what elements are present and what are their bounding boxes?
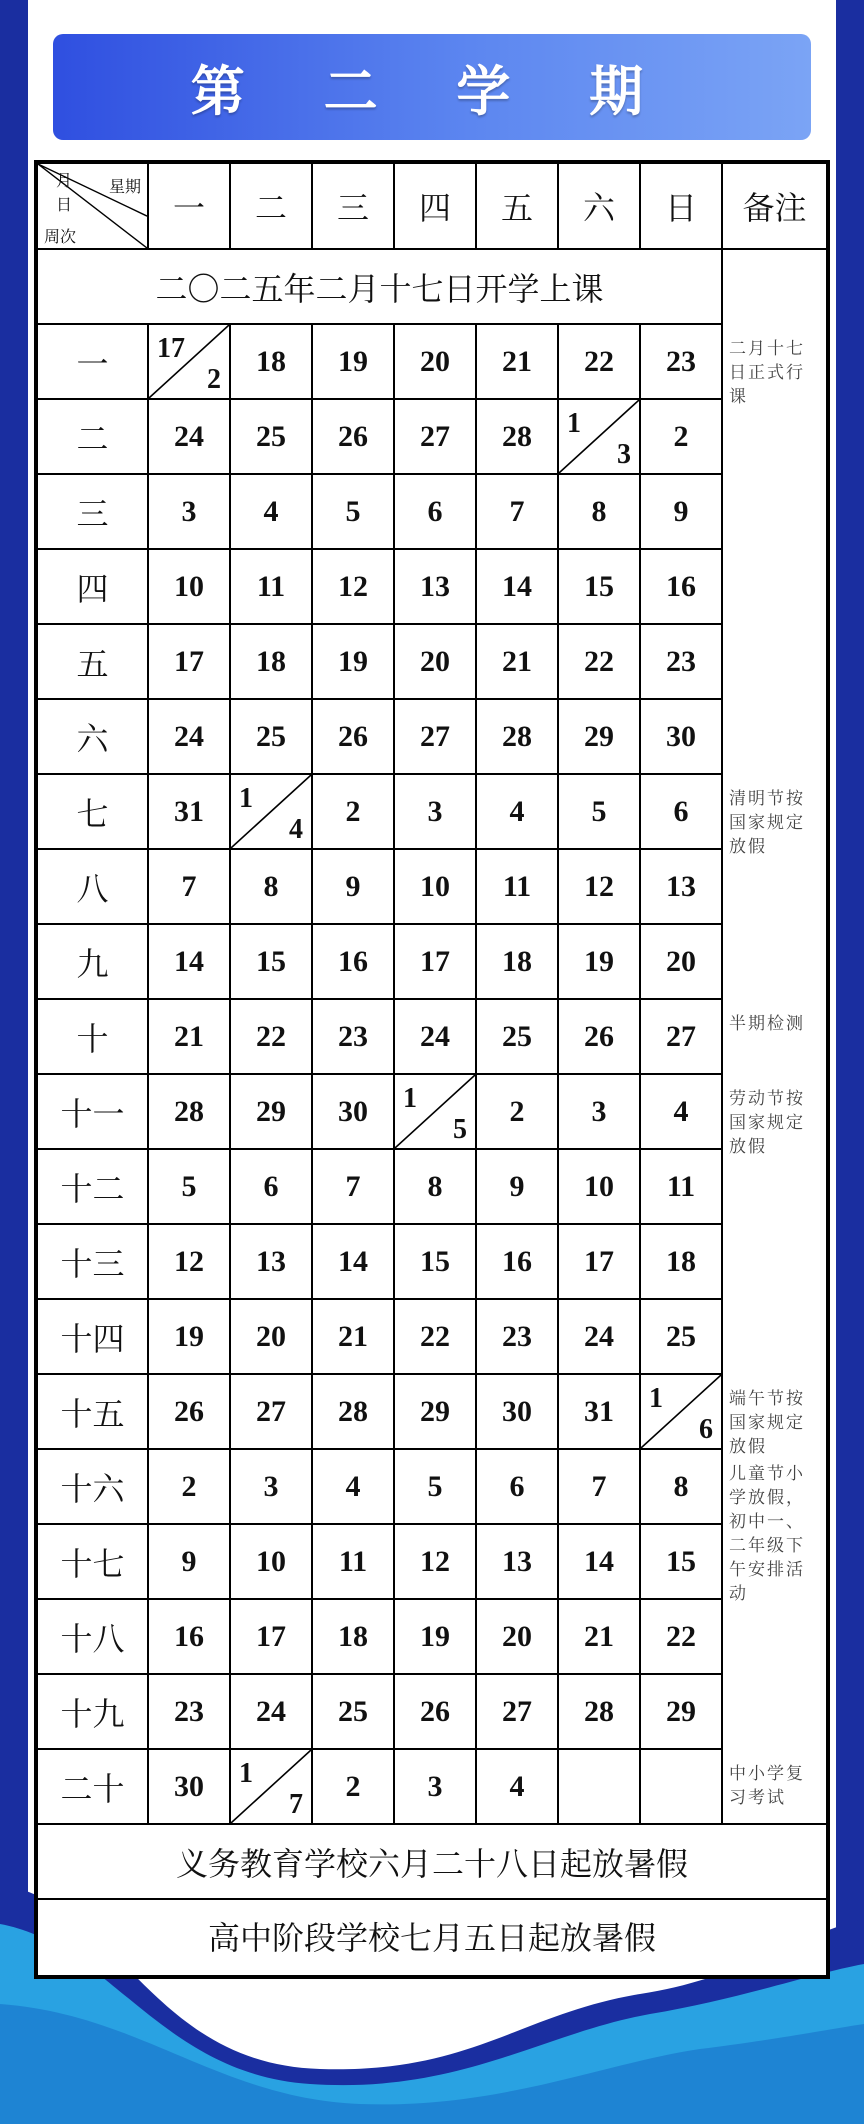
calendar-table — [34, 160, 830, 1979]
month-number: 3 — [617, 439, 631, 470]
day-cell: 11 — [313, 1525, 395, 1600]
week-label: 十六 — [38, 1450, 149, 1525]
week-note — [723, 850, 826, 925]
week-label: 十一 — [38, 1075, 149, 1150]
week-label: 十八 — [38, 1600, 149, 1675]
day-cell: 24 — [559, 1300, 641, 1375]
week-note: 儿童节小学放假，初中一、二年级下午安排活动 — [729, 1464, 805, 1604]
month-number: 2 — [207, 364, 221, 395]
week-label: 四 — [38, 550, 149, 625]
week-label: 十 — [38, 1000, 149, 1075]
day-cell: 6 — [477, 1450, 559, 1525]
day-cell-month-start — [149, 325, 231, 400]
day-cell: 17 — [149, 625, 231, 700]
day-cell: 16 — [641, 550, 723, 625]
day-cell: 3 — [149, 475, 231, 550]
day-cell: 30 — [477, 1375, 559, 1450]
day-cell: 24 — [149, 700, 231, 775]
day-cell: 3 — [231, 1450, 313, 1525]
day-cell: 7 — [313, 1150, 395, 1225]
day-cell: 15 — [641, 1525, 723, 1600]
week-label: 二 — [38, 400, 149, 475]
day-cell: 21 — [559, 1600, 641, 1675]
week-label: 一 — [38, 325, 149, 400]
notes-blank — [723, 250, 826, 325]
week-note — [723, 1675, 826, 1750]
day-cell: 6 — [231, 1150, 313, 1225]
day-cell: 27 — [395, 700, 477, 775]
day-cell: 14 — [477, 550, 559, 625]
day-cell: 9 — [477, 1150, 559, 1225]
day-cell: 2 — [313, 775, 395, 850]
footer-high-school: 高中阶段学校七月五日起放暑假 — [207, 1919, 656, 1957]
day-cell: 12 — [313, 550, 395, 625]
day-cell: 12 — [395, 1525, 477, 1600]
day-cell: 10 — [149, 550, 231, 625]
week-note: 端午节按国家规定放假 — [729, 1389, 805, 1457]
day-cell: 13 — [641, 850, 723, 925]
day-number: 1 — [567, 408, 581, 439]
day-cell: 22 — [231, 1000, 313, 1075]
day-cell: 25 — [231, 700, 313, 775]
week-note — [723, 625, 826, 700]
day-cell: 26 — [149, 1375, 231, 1450]
day-cell: 8 — [231, 850, 313, 925]
week-note — [723, 700, 826, 775]
week-note — [723, 1525, 826, 1600]
week-label: 七 — [38, 775, 149, 850]
start-banner: 二〇二五年二月十七日开学上课 — [38, 250, 723, 325]
day-cell: 13 — [395, 550, 477, 625]
day-cell: 12 — [559, 850, 641, 925]
day-cell: 27 — [641, 1000, 723, 1075]
corner-label-day: 日 — [56, 195, 73, 214]
day-cell: 21 — [477, 625, 559, 700]
day-cell: 12 — [149, 1225, 231, 1300]
day-cell: 8 — [641, 1450, 723, 1525]
day-cell: 18 — [477, 925, 559, 1000]
day-cell: 31 — [559, 1375, 641, 1450]
day-cell: 18 — [641, 1225, 723, 1300]
day-cell: 24 — [231, 1675, 313, 1750]
week-note — [723, 1600, 826, 1675]
day-cell: 22 — [559, 625, 641, 700]
week-label: 二十 — [38, 1750, 149, 1825]
day-cell: 26 — [313, 700, 395, 775]
day-cell: 16 — [477, 1225, 559, 1300]
day-cell: 23 — [641, 625, 723, 700]
day-cell: 29 — [395, 1375, 477, 1450]
day-cell: 23 — [149, 1675, 231, 1750]
day-cell: 2 — [313, 1750, 395, 1825]
day-cell — [641, 1750, 723, 1825]
day-cell: 23 — [477, 1300, 559, 1375]
day-cell: 24 — [395, 1000, 477, 1075]
day-cell: 9 — [149, 1525, 231, 1600]
day-cell: 13 — [477, 1525, 559, 1600]
day-cell: 25 — [641, 1300, 723, 1375]
week-note: 中小学复习考试 — [723, 1750, 826, 1825]
weekday-header: 日 — [641, 164, 723, 250]
day-cell: 25 — [477, 1000, 559, 1075]
week-note: 清明节按国家规定放假 — [729, 789, 805, 857]
day-cell: 18 — [313, 1600, 395, 1675]
day-cell: 6 — [395, 475, 477, 550]
day-cell: 26 — [395, 1675, 477, 1750]
day-cell: 28 — [313, 1375, 395, 1450]
day-cell: 2 — [641, 400, 723, 475]
footer-compulsory-education: 义务教育学校六月二十八日起放暑假 — [38, 1825, 826, 1900]
day-cell: 20 — [395, 625, 477, 700]
day-cell: 29 — [559, 700, 641, 775]
day-cell: 11 — [477, 850, 559, 925]
week-label: 十三 — [38, 1225, 149, 1300]
day-cell: 16 — [313, 925, 395, 1000]
day-number: 1 — [649, 1383, 663, 1414]
week-label: 十四 — [38, 1300, 149, 1375]
weekday-header: 五 — [477, 164, 559, 250]
day-cell: 21 — [149, 1000, 231, 1075]
day-cell: 14 — [313, 1225, 395, 1300]
day-cell: 29 — [231, 1075, 313, 1150]
day-cell: 10 — [559, 1150, 641, 1225]
day-cell: 13 — [231, 1225, 313, 1300]
week-label: 五 — [38, 625, 149, 700]
weekday-header: 一 — [149, 164, 231, 250]
day-cell: 16 — [149, 1600, 231, 1675]
day-cell: 18 — [231, 625, 313, 700]
week-note — [723, 550, 826, 625]
week-label: 十九 — [38, 1675, 149, 1750]
day-cell: 20 — [641, 925, 723, 1000]
weekday-header: 二 — [231, 164, 313, 250]
week-note — [723, 925, 826, 1000]
day-number: 1 — [403, 1083, 417, 1114]
day-cell: 28 — [149, 1075, 231, 1150]
day-cell: 11 — [231, 550, 313, 625]
day-cell: 26 — [559, 1000, 641, 1075]
week-note — [723, 400, 826, 475]
day-cell: 29 — [641, 1675, 723, 1750]
month-number: 4 — [289, 814, 303, 845]
day-cell: 4 — [641, 1075, 723, 1150]
day-cell: 9 — [313, 850, 395, 925]
day-cell: 7 — [477, 475, 559, 550]
day-cell: 7 — [559, 1450, 641, 1525]
day-cell-month-start — [641, 1375, 723, 1450]
week-label: 八 — [38, 850, 149, 925]
month-number: 6 — [699, 1414, 713, 1445]
day-cell: 18 — [231, 325, 313, 400]
week-label: 十七 — [38, 1525, 149, 1600]
day-number: 1 — [239, 783, 253, 814]
day-cell: 25 — [313, 1675, 395, 1750]
day-cell: 19 — [313, 325, 395, 400]
day-cell: 30 — [149, 1750, 231, 1825]
day-cell: 23 — [313, 1000, 395, 1075]
day-cell: 3 — [395, 1750, 477, 1825]
day-cell: 19 — [559, 925, 641, 1000]
day-cell — [559, 1750, 641, 1825]
day-cell-month-start — [559, 400, 641, 475]
day-cell: 26 — [313, 400, 395, 475]
day-cell: 14 — [149, 925, 231, 1000]
week-note: 劳动节按国家规定放假 — [729, 1089, 805, 1157]
week-note — [723, 1225, 826, 1300]
day-cell: 14 — [559, 1525, 641, 1600]
day-cell: 22 — [395, 1300, 477, 1375]
week-note — [723, 1300, 826, 1375]
week-label: 三 — [38, 475, 149, 550]
month-number: 7 — [289, 1789, 303, 1820]
day-cell: 15 — [395, 1225, 477, 1300]
day-cell: 8 — [395, 1150, 477, 1225]
day-cell: 20 — [231, 1300, 313, 1375]
day-cell: 3 — [395, 775, 477, 850]
corner-label-month: 月 — [56, 171, 73, 190]
day-cell: 25 — [231, 400, 313, 475]
week-note: 半期检测 — [729, 1014, 805, 1034]
day-cell: 21 — [313, 1300, 395, 1375]
day-cell: 10 — [231, 1525, 313, 1600]
day-cell: 20 — [477, 1600, 559, 1675]
day-cell: 27 — [477, 1675, 559, 1750]
day-cell: 5 — [559, 775, 641, 850]
day-cell: 24 — [149, 400, 231, 475]
weekday-header: 六 — [559, 164, 641, 250]
page-title: 第 二 学 期 — [53, 34, 811, 140]
week-note: 二月十七日正式行课 — [729, 339, 805, 407]
day-cell: 22 — [641, 1600, 723, 1675]
day-number: 17 — [157, 333, 185, 364]
weekday-header: 四 — [395, 164, 477, 250]
day-cell: 10 — [395, 850, 477, 925]
day-cell: 6 — [641, 775, 723, 850]
day-cell: 4 — [477, 1750, 559, 1825]
day-cell-month-start — [395, 1075, 477, 1150]
day-cell: 2 — [477, 1075, 559, 1150]
day-cell: 19 — [395, 1600, 477, 1675]
notes-header: 备注 — [723, 164, 826, 250]
day-cell: 19 — [313, 625, 395, 700]
day-cell: 17 — [559, 1225, 641, 1300]
week-note — [723, 475, 826, 550]
day-cell-month-start — [231, 775, 313, 850]
day-cell: 15 — [231, 925, 313, 1000]
day-cell: 4 — [477, 775, 559, 850]
day-cell: 3 — [559, 1075, 641, 1150]
week-label: 十五 — [38, 1375, 149, 1450]
day-number: 1 — [239, 1758, 253, 1789]
day-cell: 5 — [313, 475, 395, 550]
day-cell: 17 — [231, 1600, 313, 1675]
day-cell: 5 — [395, 1450, 477, 1525]
day-cell: 22 — [559, 325, 641, 400]
day-cell: 15 — [559, 550, 641, 625]
day-cell: 27 — [231, 1375, 313, 1450]
day-cell: 30 — [313, 1075, 395, 1150]
day-cell: 17 — [395, 925, 477, 1000]
day-cell: 23 — [641, 325, 723, 400]
header-corner-cell — [38, 164, 149, 250]
day-cell: 2 — [149, 1450, 231, 1525]
day-cell: 11 — [641, 1150, 723, 1225]
month-number: 5 — [453, 1114, 467, 1145]
day-cell: 31 — [149, 775, 231, 850]
week-label: 九 — [38, 925, 149, 1000]
day-cell-month-start — [231, 1750, 313, 1825]
day-cell: 19 — [149, 1300, 231, 1375]
day-cell: 4 — [231, 475, 313, 550]
day-cell: 28 — [559, 1675, 641, 1750]
day-cell: 9 — [641, 475, 723, 550]
weekday-header: 三 — [313, 164, 395, 250]
day-cell: 8 — [559, 475, 641, 550]
day-cell: 28 — [477, 700, 559, 775]
day-cell: 4 — [313, 1450, 395, 1525]
corner-label-weekday: 星期 — [108, 177, 141, 196]
week-label: 六 — [38, 700, 149, 775]
day-cell: 20 — [395, 325, 477, 400]
day-cell: 5 — [149, 1150, 231, 1225]
day-cell: 21 — [477, 325, 559, 400]
day-cell: 27 — [395, 400, 477, 475]
week-note — [723, 1150, 826, 1225]
day-cell: 28 — [477, 400, 559, 475]
day-cell: 30 — [641, 700, 723, 775]
week-label: 十二 — [38, 1150, 149, 1225]
corner-label-week: 周次 — [44, 227, 77, 246]
day-cell: 7 — [149, 850, 231, 925]
